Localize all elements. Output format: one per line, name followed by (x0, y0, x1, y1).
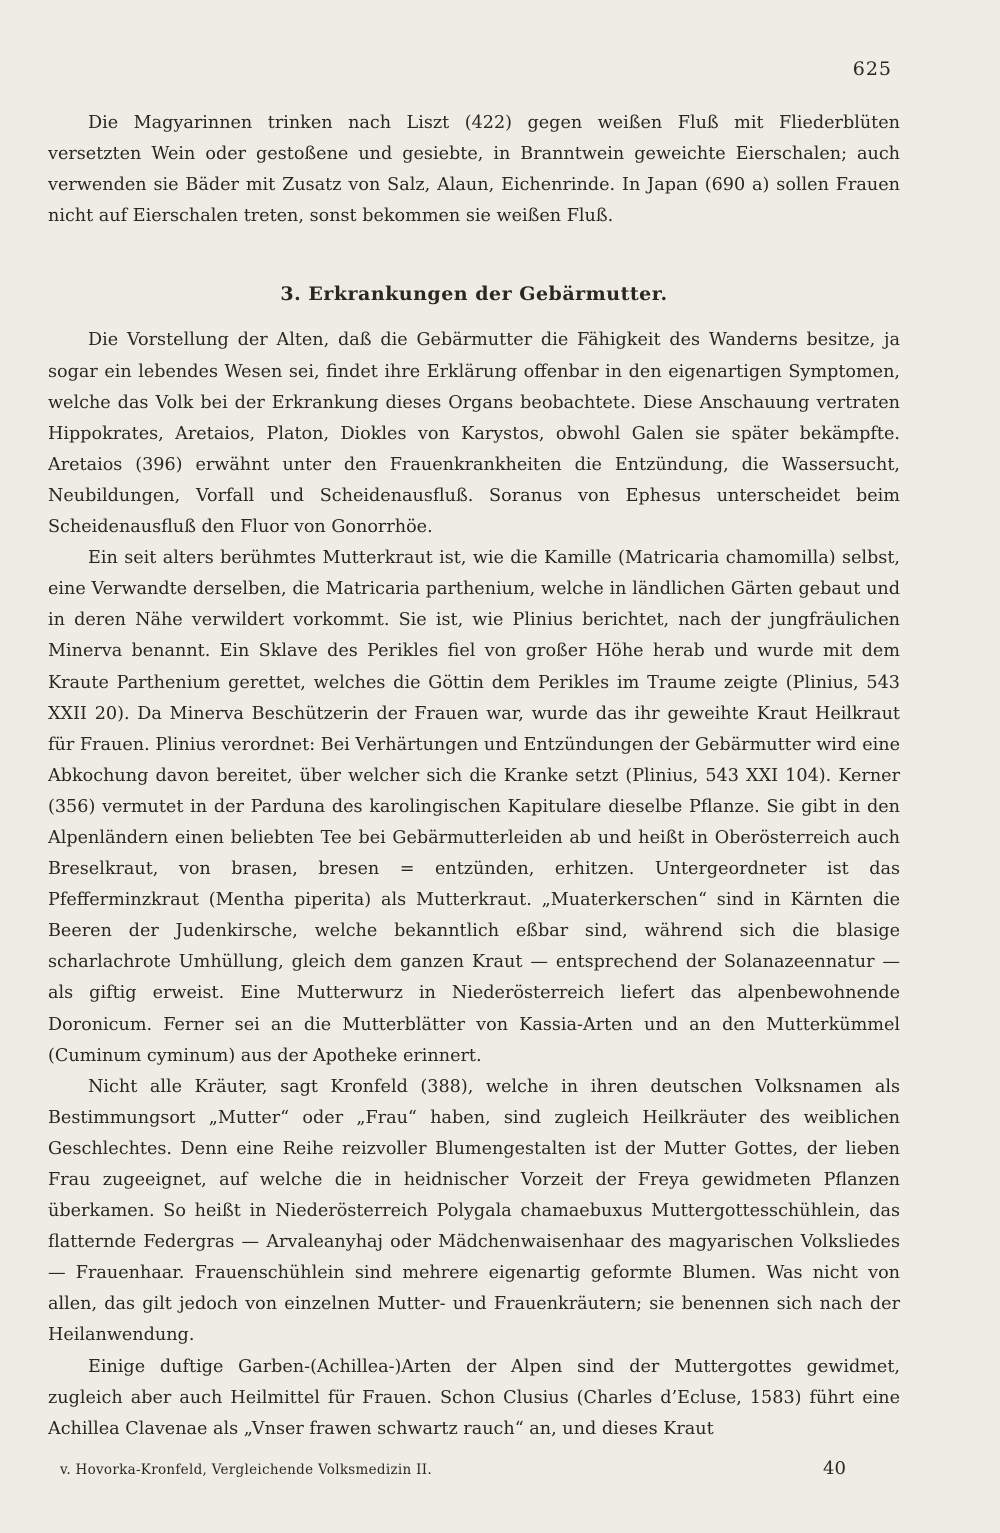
paragraph-4: Einige duftige Garben-(Achillea-)Arten der Alpen sind der Muttergottes gewidmet, zugleich aber auch Heilmittel für Frauen. Schon Clusius (Charles d’Ecluse, 1583) führt eine Achillea Clavenae als „Vnser frawen schwartz rauch“ an, und dieses Kraut (48, 1356, 900, 1439)
intro-paragraph: Die Magyarinnen trinken nach Liszt (422) gegen weißen Fluß mit Fliederblüten versetzten Wein oder gestoßene und gesiebte, in Branntwein geweichte Eierschalen; auch verwenden sie Bäder mit Zusatz von Salz, Alaun, Eichenrinde. In Japan (690 a) sollen Frauen nicht auf Eierschalen treten, sonst bekommen sie weißen Fluß. (48, 113, 900, 227)
page-number: 625 (852, 58, 892, 80)
footer-note: v. Hovorka-Kronfeld, Vergleichende Volksmedizin II. (60, 1462, 432, 1478)
body-text (48, 108, 900, 1445)
footer-signature: 40 (823, 1458, 846, 1479)
section-heading: 3. Erkrankungen der Gebärmutter. (280, 283, 668, 306)
paragraph-3: Nicht alle Kräuter, sagt Kronfeld (388), welche in ihren deutschen Volksnamen als Bestimmungsort „Mutter“ oder „Frau“ haben, sind zugleich Heilkräuter des weiblichen Geschlechtes. Denn eine Reihe reizvoller Blumengestalten ist der Mutter Gottes, der lieben Frau zugeeignet, auf welche die in heidnischer Vorzeit der Freya gewidmeten Pflanzen überkamen. So heißt in Niederösterreich Polygala chamaebuxus Muttergottesschühlein, das flatternde Federgras — Arvaleanyhaj oder Mädchenwaisenhaar des magyarischen Volksliedes — Frauenhaar. Frauenschühlein sind mehrere eigenartig geformte Blumen. Was nicht von allen, das gilt jedoch von einzelnen Mutter- und Frauenkräutern; sie benennen sich nach der Heilanwendung. (48, 1076, 900, 1346)
paragraph-2: Ein seit alters berühmtes Mutterkraut ist, wie die Kamille (Matricaria chamomilla) selbst, eine Verwandte derselben, die Matricaria parthenium, welche in ländlichen Gärten gebaut und in deren Nähe verwildert vorkommt. Sie ist, wie Plinius berichtet, nach der jungfräulichen Minerva benannt. Ein Sklave des Perikles fiel von großer Höhe herab und wurde mit dem Kraute Parthenium gerettet, welches die Göttin dem Perikles im Traume zeigte (Plinius, 543 XXII 20). Da Minerva Beschützerin der Frauen war, wurde das ihr geweihte Kraut Heilkraut für Frauen. Plinius verordnet: Bei Verhärtungen und Entzündungen der Gebärmutter wird eine Abkochung davon bereitet, über welcher sich die Kranke setzt (Plinius, 543 XXI 104). Kerner (356) vermutet in der Parduna des karolingischen Kapitulare dieselbe Pflanze. Sie gibt in den Alpenländern einen beliebten Tee bei Gebärmutterleiden ab und heißt in Oberösterreich auch Breselkraut, von brasen, bresen = entzünden, erhitzen. Untergeordneter ist das Pfefferminzkraut (Mentha piperita) als Mutterkraut. „Muaterkerschen“ sind in Kärnten die Beeren der Judenkirsche, welche bekanntlich eßbar sind, während sich die blasige scharlachrote Umhüllung, gleich dem ganzen Kraut — entsprechend der Solanazeennatur — als giftig erweist. Eine Mutterwurz in Niederösterreich liefert das alpenbewohnende Doronicum. Ferner sei an die Mutterblätter von Kassia-Arten und an den Mutterkümmel (Cuminum cyminum) aus der Apotheke erinnert. (48, 548, 900, 1066)
paragraph-1: Die Vorstellung der Alten, daß die Gebärmutter die Fähigkeit des Wanderns besitze, ja sogar ein lebendes Wesen sei, findet ihre Erklärung offenbar in den eigenartigen Symptomen, welche das Volk bei der Erkrankung dieses Organs beobachtete. Diese Anschauung vertraten Hippokrates, Aretaios, Platon, Diokles von Karystos, obwohl Galen sie später bekämpfte. Aretaios (396) erwähnt unter den Frauenkrankheiten die Entzündung, die Wassersucht, Neubildungen, Vorfall und Scheidenausfluß. Soranus von Ephesus unterscheidet beim Scheidenausfluß den Fluor von Gonorrhöe. (48, 330, 900, 538)
